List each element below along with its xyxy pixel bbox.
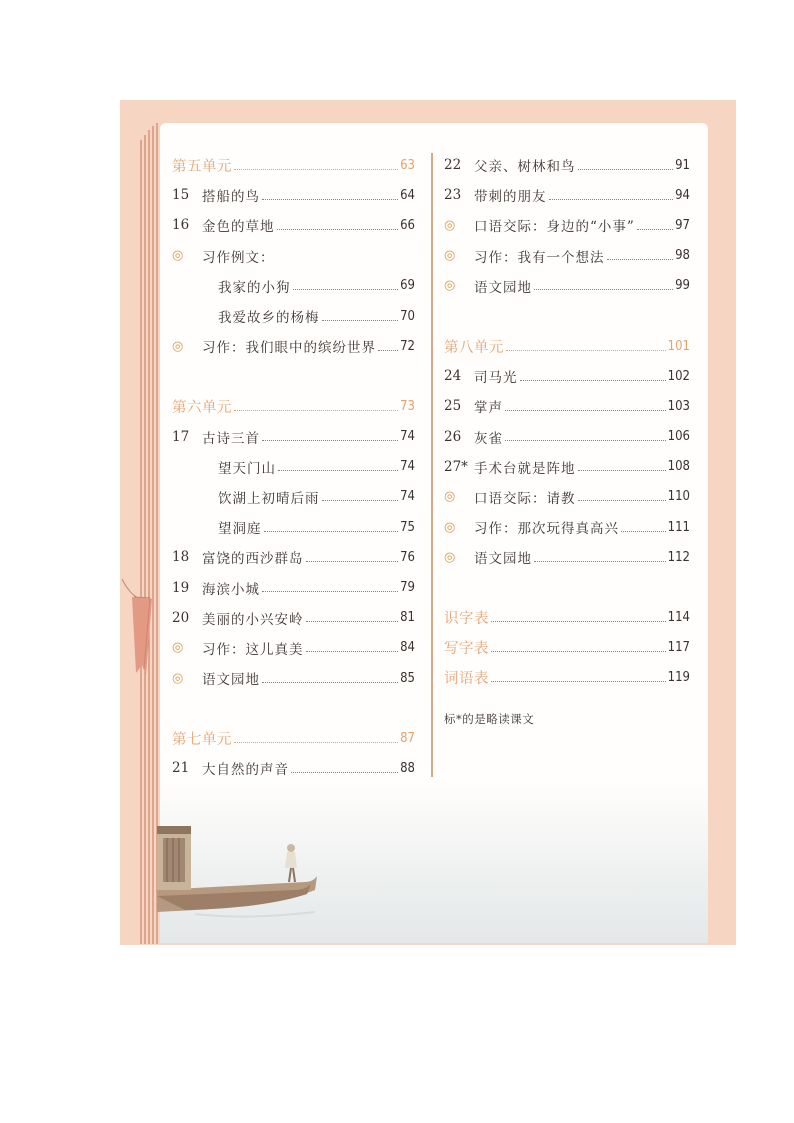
lesson-title: 父亲、树林和鸟 (474, 159, 576, 176)
page-number: 119 (667, 670, 690, 686)
lesson-number: 27* (444, 458, 468, 475)
page-number: 72 (400, 338, 415, 354)
toc-entry[interactable] (172, 753, 415, 783)
lesson-title: 口语交际：请教 (474, 490, 576, 507)
leader-dots (578, 500, 666, 501)
unit-title: 词语表 (444, 671, 489, 688)
toc-entry[interactable] (172, 633, 415, 663)
toc-entry[interactable] (172, 572, 415, 602)
bullet-icon: ◎ (444, 278, 457, 294)
toc-entry[interactable] (172, 331, 415, 361)
leader-dots (322, 500, 399, 501)
toc-spacer (172, 361, 415, 391)
page-number: 106 (667, 429, 690, 445)
page-number: 73 (400, 398, 415, 414)
page-number: 66 (400, 217, 415, 233)
lesson-number: 17 (172, 428, 190, 445)
lesson-number: 18 (172, 549, 190, 566)
sub-title: 饮湖上初晴后雨 (218, 490, 320, 507)
toc-entry[interactable] (172, 603, 415, 633)
leader-dots (506, 350, 666, 351)
page-number: 94 (675, 187, 690, 203)
boat-illustration (155, 820, 325, 930)
leader-dots (322, 320, 399, 321)
leader-dots (621, 531, 666, 532)
lesson-title: 语文园地 (474, 551, 532, 568)
toc-entry[interactable] (172, 512, 415, 542)
lesson-title: 美丽的小兴安岭 (202, 611, 304, 628)
toc-entry[interactable] (444, 512, 690, 542)
toc-entry[interactable] (444, 482, 690, 512)
bullet-icon: ◎ (444, 248, 457, 264)
toc-right-column (444, 150, 690, 727)
toc-entry[interactable] (444, 542, 690, 572)
lesson-number: 22 (444, 157, 462, 174)
sub-title: 望天门山 (218, 460, 276, 477)
lesson-number: 26 (444, 428, 462, 445)
leader-dots (277, 229, 399, 230)
leader-dots (262, 591, 398, 592)
leader-dots (534, 561, 666, 562)
toc-entry[interactable] (172, 210, 415, 240)
toc-entry[interactable] (444, 663, 690, 693)
bullet-icon: ◎ (444, 519, 457, 535)
lesson-title: 语文园地 (474, 279, 532, 296)
leader-dots (293, 289, 399, 290)
bullet-icon: ◎ (444, 489, 457, 505)
leader-dots (491, 621, 666, 622)
page-number: 110 (667, 489, 690, 505)
page-number: 84 (400, 640, 415, 656)
leader-dots (234, 410, 398, 411)
toc-entry[interactable] (172, 663, 415, 693)
page-number: 85 (400, 670, 415, 686)
leader-dots (505, 440, 666, 441)
leader-dots (491, 651, 666, 652)
toc-entry[interactable] (444, 331, 690, 361)
page-number: 76 (400, 549, 415, 565)
lesson-title: 习作：我们眼中的缤纷世界 (202, 340, 376, 357)
lesson-number: 19 (172, 579, 190, 596)
lesson-title: 手术台就是阵地 (474, 460, 576, 477)
toc-entry[interactable] (444, 241, 690, 271)
page-number: 69 (400, 278, 415, 294)
toc-spacer (172, 693, 415, 723)
leader-dots (306, 621, 399, 622)
page-number: 103 (667, 398, 690, 414)
page-number: 70 (400, 308, 415, 324)
lesson-title: 习作：我有一个想法 (474, 249, 605, 266)
toc-entry[interactable] (172, 241, 415, 271)
leader-dots (378, 350, 398, 351)
leader-dots (291, 772, 398, 773)
page-number: 74 (400, 429, 415, 445)
toc-left-column (172, 150, 415, 784)
leader-dots (578, 470, 666, 471)
page-number: 98 (675, 248, 690, 264)
column-divider (431, 153, 433, 777)
toc-entry[interactable] (172, 271, 415, 301)
lesson-title: 富饶的西沙群岛 (202, 551, 304, 568)
lesson-title: 金色的草地 (202, 219, 275, 236)
leader-dots (306, 651, 399, 652)
leader-dots (234, 169, 398, 170)
lesson-title: 习作：那次玩得真高兴 (474, 521, 619, 538)
bullet-icon: ◎ (172, 640, 185, 656)
toc-entry[interactable] (172, 301, 415, 331)
page-number: 91 (675, 157, 690, 173)
toc-entry[interactable] (172, 180, 415, 210)
toc-entry[interactable] (172, 452, 415, 482)
leader-dots (578, 169, 674, 170)
page-number: 101 (667, 338, 690, 354)
unit-title: 第七单元 (172, 731, 232, 748)
toc-entry[interactable] (444, 361, 690, 391)
toc-entry[interactable] (444, 422, 690, 452)
page-number: 63 (400, 157, 415, 173)
toc-entry[interactable] (444, 150, 690, 180)
page-number: 111 (667, 519, 690, 535)
lesson-title: 带刺的朋友 (474, 189, 547, 206)
page-number: 64 (400, 187, 415, 203)
toc-entry[interactable] (172, 723, 415, 753)
bullet-icon: ◎ (444, 217, 457, 233)
lesson-number: 24 (444, 368, 462, 385)
lesson-title: 古诗三首 (202, 430, 260, 447)
lesson-title: 口语交际：身边的“小事” (474, 219, 635, 236)
leader-dots (505, 410, 666, 411)
bullet-icon: ◎ (172, 338, 185, 354)
toc-entry[interactable] (444, 633, 690, 663)
lesson-number: 20 (172, 609, 190, 626)
lesson-title: 习作：这儿真美 (202, 641, 304, 658)
footnote: 标*的是略读课文 (444, 712, 535, 726)
toc-spacer (444, 301, 690, 331)
page-number: 112 (667, 549, 690, 565)
toc-entry[interactable] (172, 542, 415, 572)
page-number: 74 (400, 459, 415, 475)
page-number: 79 (400, 580, 415, 596)
page-number: 108 (667, 459, 690, 475)
toc-entry[interactable] (172, 150, 415, 180)
leader-dots (306, 561, 399, 562)
unit-title: 第六单元 (172, 399, 232, 416)
lesson-title: 海滨小城 (202, 581, 260, 598)
leader-dots (264, 531, 399, 532)
lesson-title: 习作例文： (202, 249, 275, 266)
toc-entry[interactable] (444, 180, 690, 210)
leader-dots (262, 199, 398, 200)
leader-dots (234, 742, 398, 743)
leader-dots (549, 199, 674, 200)
leader-dots (262, 682, 398, 683)
lesson-title: 语文园地 (202, 672, 260, 689)
leader-dots (534, 289, 673, 290)
leader-dots (520, 380, 666, 381)
page-number: 74 (400, 489, 415, 505)
leader-dots (607, 259, 674, 260)
toc-entry[interactable] (172, 422, 415, 452)
leader-dots (637, 229, 673, 230)
toc-entry[interactable] (444, 602, 690, 632)
leader-dots (491, 681, 666, 682)
lesson-number: 23 (444, 187, 462, 204)
lesson-title: 搭船的鸟 (202, 189, 260, 206)
bullet-icon: ◎ (172, 670, 185, 686)
toc-entry[interactable] (444, 271, 690, 301)
page-number: 102 (667, 368, 690, 384)
ribbon-bookmark (118, 575, 158, 685)
bullet-icon: ◎ (172, 248, 185, 264)
toc-spacer (444, 572, 690, 602)
toc-entry[interactable] (444, 391, 690, 421)
toc-entry[interactable] (444, 210, 690, 240)
page-number: 75 (400, 519, 415, 535)
lesson-number: 16 (172, 217, 190, 234)
page-number: 81 (400, 610, 415, 626)
lesson-title: 司马光 (474, 370, 518, 387)
lesson-number: 25 (444, 398, 462, 415)
page-number: 117 (667, 640, 690, 656)
page-number: 114 (667, 610, 690, 626)
page-number: 87 (400, 730, 415, 746)
toc-entry[interactable] (172, 482, 415, 512)
bullet-icon: ◎ (444, 549, 457, 565)
sub-title: 我爱故乡的杨梅 (218, 310, 320, 327)
toc-entry[interactable] (172, 391, 415, 421)
lesson-title: 灰雀 (474, 430, 503, 447)
sub-title: 我家的小狗 (218, 279, 291, 296)
unit-title: 写字表 (444, 641, 489, 658)
page-number: 88 (400, 760, 415, 776)
leader-dots (278, 470, 398, 471)
sub-title: 望洞庭 (218, 521, 262, 538)
unit-title: 第五单元 (172, 158, 232, 175)
page-number: 99 (675, 278, 690, 294)
toc-entry[interactable] (444, 452, 690, 482)
lesson-number: 15 (172, 187, 190, 204)
lesson-number: 21 (172, 760, 190, 777)
lesson-title: 大自然的声音 (202, 762, 289, 779)
unit-title: 第八单元 (444, 339, 504, 356)
leader-dots (262, 440, 398, 441)
page-number: 97 (675, 217, 690, 233)
lesson-title: 掌声 (474, 400, 503, 417)
unit-title: 识字表 (444, 611, 489, 628)
